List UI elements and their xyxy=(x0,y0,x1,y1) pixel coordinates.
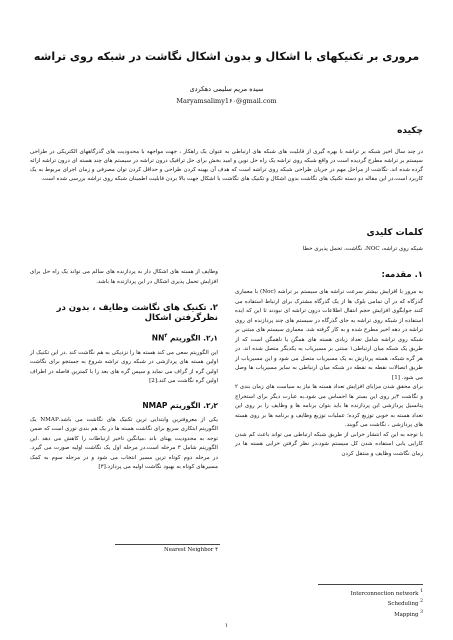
section-2-1-text: این الگوریتم سعی می کند هسته ها را نزدیکی به هم نگاشت کند .در این تکنیک از اولین هسته های پردازشی در شبکه روی تراشه شروع به جستجو برای نگاشت اولین گره از گراف می نماید و سپس گره های بعد را با کمترین فاصله در اطراف اولین گره نگاشت می کند.[2] xyxy=(30,349,218,384)
section-2-heading: ۲. تکنیک های نگاشت وظایف ، بدون در نظرگرفتن اشکال xyxy=(56,303,218,323)
keywords-text: شبکه روی تراشه، NOC، نگاشت، تحمل پذیری خطا xyxy=(302,246,423,252)
abstract-text: در چند سال اخیر شبکه بر تراشه با بهره گیری از قابلیت های شبکه های ارتباطی به عنوان یک راهکار ، جهت مواجهه با محدودیت های گذرگاههای الکتریکی در طراحی سیستم بر تراشه مطرح گردیده است در واقع شبکه روی تراشه یک راه حل نوین و امید بخش برای حل ترافیک درون تراشه در سیستم های چند هسته ای درون تراشه ارائه گرده شده اند. نگاشت از مراحل مهم در جریان طراحی شبکه روی تراشه است که هدف آن بهینه کردن طراحی و حداقل کردن توان مصرفی و زمان اجرای مربوط به یک کاربرد است.در این مقاله دو دسته تکنیک های نگاشت بدون اشکال و تکنیک های نگاشت با اشکال جهت بالا بردن قابلیت اطمینان شبکه روی تراشه بررسی شده است. xyxy=(30,148,423,183)
author-email[interactable]: Maryamsalimy1۶۰@gmail.com xyxy=(176,97,277,105)
footnote-1: Interconnection network $^1$ xyxy=(350,589,423,597)
paper-title: مروری بر تکنیکهای با اشکال و بدون اشکال نگاشت در شبکه روی تراشه xyxy=(33,50,420,63)
section-2-2-text: یکی از معروفترین وابتدایی ترین تکنیک های نگاشت می باشد.NMAP یک الگوریتم ابتکاری سریع برای نگاشت هسته ها در یک هم بندی توری است که ضمن توجه به محدودیت پهنای باند ،میانگین تاخیر ارتباطات را کاهش می دهد .این الگوریتم شامل ۳ مرحله است.در مرحله اول یک نگاشت اولیه صورت می گیرد. در مرحله دوم کوتاه ترین مسیر انتخاب می شود و در مرحله سوم به کمک مسیرهای کوتاه به بهبود نگاشت اولیه می پردازد.[۳] xyxy=(30,416,218,470)
left-column xyxy=(30,268,218,473)
footnote-rule-left xyxy=(115,544,220,545)
intro-paragraph-1: به مرور با افزایش بیشتر سرعت تراشه های سیستم بر تراشه (Noc) با معماری گذرگاه که در آن تمامی بلوک ها از یک گذرگاه مشترک برای ارتباط استفاده می کنند جوابگوی افزایش حجم انتقال اطلاعات درون تراشه ای نبودند تا این که ایده استفاده از شبکه روی تراشه به جای گذرگاه در سیستم های چند پردازنده ای روی تراشه در دهه اخیر مطرح شده و به کار گرفته شد. معماری سیستم های مبتنی بر شبکه روی تراشه شامل تعداد زیادی هسته های همگن یا ناهمگن است که از طریق یک شبکه میان ارتباطی۱ مبتنی بر مسیریاب به یکدیگر متصل شده اند. در هر گره شبکه، هسته پردازش به یک مسیریاب متصل می شود و این مسیریاب از طریق اتصالات نقطه به نقطه در شبکه میان ارتباطی به سایر مسیریاب ها وصل می شود. [1] xyxy=(235,289,424,381)
intro-heading: ۱. مقدمه: xyxy=(381,270,423,280)
intro-paragraph-2: برای محقق شدن مزایای افزایش تعداد هسته ها نیاز به سیاست های زمان بندی ۲ و نگاشت ۳بر روی این بستر ها احساس می شود.به عبارت دیگر برای استخراج پتانسیل پردازشی این پردازنده ها باید بتوان برنامه ها و وظایف را بر روی این تعداد هسته به خوبی توزیع کرده؛ عملیات توزیع وظایف و برنامه ها بر روی هسته های پردازشی ، نگاشت می گویند. xyxy=(235,384,423,428)
footnote-2: Scheduling $^2$ xyxy=(387,599,423,608)
footnote-4: Nearest Neighbor ۴ xyxy=(164,547,218,553)
footnote-3: Mapping $^3$ xyxy=(394,609,423,618)
section-2-1-heading: ۲٫۱. الگوریتم $NN^۴$ xyxy=(151,333,218,343)
continued-paragraph: وظایف از هسته های اشکال دار به پردازنده های سالم می تواند یک راه حل برای افزایش تحمل پذیری اشکال در این پردازنده ها باشد. xyxy=(30,269,218,285)
abstract-heading: چکیده xyxy=(397,126,423,136)
footnote-rule-right xyxy=(318,584,423,585)
section-2-2-heading: ۲٫۲. الگوریتم NMAP xyxy=(142,400,218,410)
author-name: سیده مریم سلیمی دهکردی xyxy=(189,85,264,93)
footnotes-right xyxy=(240,588,423,619)
page-number: ۱ xyxy=(224,622,229,629)
keywords-heading: کلمات کلیدی xyxy=(366,228,423,238)
intro-paragraph-3: با توجه به این که انتشار خرابی از طریق شبکه ارتباطی می تواند باعث کم شدن کارایی یابی استفاده شدن کل سیستم شود،در نظر گرفتن خرابی هسته ها در زمان نگاشت وظایف و منتقل کردن xyxy=(235,431,423,457)
right-column xyxy=(235,270,423,459)
